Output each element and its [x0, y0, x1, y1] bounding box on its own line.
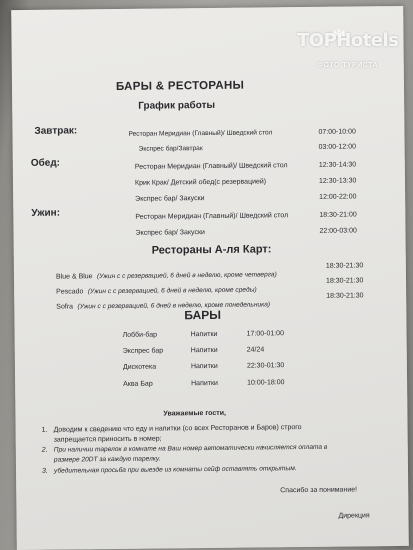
- page-title: БАРЫ & РЕСТОРАНЫ: [115, 79, 245, 93]
- schedule-sheet: [11, 6, 409, 550]
- alacarte-name: Pescado: [56, 288, 84, 296]
- dinner-venue: Ресторан Меридиан (Главный)/ Шведский стол: [135, 212, 289, 221]
- bar-time: 22:30-01:30: [246, 362, 285, 370]
- alacarte-time: 18:30-21:30: [326, 277, 364, 285]
- page-subtitle: График работы: [138, 99, 216, 112]
- alacarte-note: (Ужин с с резервацией, 6 дней в неделю, кроме понедельника): [77, 301, 271, 311]
- dinner-time: 22:00-03:00: [319, 227, 357, 235]
- lunch-time: 12:00-22:00: [319, 193, 357, 201]
- notice-item-text: запрещается приносить в номер;: [53, 435, 162, 444]
- lunch-venue: Ресторан Меридиан (Главный)/ Шведский стол: [134, 162, 288, 171]
- alacarte-name: Blue & Blue: [55, 273, 93, 281]
- bar-name: Лобби-бар: [122, 331, 158, 339]
- notice-greeting: Уважаемые гости,: [163, 409, 226, 418]
- alacarte-note: (Ужин с с резервацией, 6 дней в неделю, кроме четверга): [96, 271, 277, 281]
- tophotels-watermark: [297, 30, 407, 80]
- dinner-label: Ужин:: [31, 207, 61, 219]
- alacarte-heading: Рестораны А-ля Карт:: [151, 243, 272, 257]
- notice-item-text: убедительная просьба при выезде из комнаты сейф оставлять открытым.: [53, 465, 297, 475]
- alacarte-time: 18:30-21:30: [326, 292, 364, 300]
- bar-type: Напитки: [190, 346, 218, 355]
- notice-item-number: 1.: [41, 426, 48, 434]
- alacarte-note: (Ужин с с резервацией, 6 дней в неделю, кроме среды): [87, 286, 257, 296]
- breakfast-time: 07:00-10:00: [318, 128, 356, 136]
- bar-time: 24/24: [246, 346, 265, 354]
- lunch-venue: Экспрес бар/ Закуски: [135, 195, 205, 203]
- bar-type: Напитки: [190, 330, 218, 339]
- bars-heading: БАРЫ: [184, 307, 222, 323]
- watermark-logo: TOPHotels: [297, 30, 399, 51]
- lunch-label: Обед:: [30, 157, 61, 169]
- alacarte-time: 18:30-21:30: [325, 262, 364, 270]
- dinner-time: 18:30-21:00: [319, 211, 357, 219]
- breakfast-label: Завтрак:: [34, 125, 78, 137]
- notice-signature: Дирекция: [338, 512, 370, 520]
- lunch-venue: Крик Крак/ Детский обед(с резервацией): [134, 178, 267, 187]
- breakfast-venue: Ресторан Меридиан (Главный)/ Шведский стол: [128, 129, 273, 138]
- notice-thanks: Спасибо за понимание!: [280, 486, 358, 495]
- breakfast-time: 03:00-12:00: [318, 143, 357, 151]
- bar-name: Экспрес бар: [122, 347, 164, 355]
- bar-name: Аква Бар: [123, 380, 153, 388]
- breakfast-venue: Экспрес бар/Завтрак: [138, 145, 203, 153]
- bar-type: Напитки: [190, 362, 218, 371]
- notice-item-text: Доводим к сведению что еду и напитки (со всех Ресторанов и Баров) строго: [53, 424, 302, 434]
- lunch-time: 12:30-13:30: [318, 177, 357, 185]
- bar-time: 10:00-18:00: [247, 379, 285, 387]
- notice-item-text: размере 20DT за каждую тарелку.: [53, 455, 161, 464]
- lunch-time: 12:30-14:30: [318, 161, 357, 169]
- bar-type: Напитки: [191, 379, 218, 388]
- dinner-venue: Экспрес бар/ Закуски: [135, 229, 205, 237]
- bar-time: 17:00-01:00: [246, 330, 284, 338]
- alacarte-name: Sofra: [56, 303, 74, 311]
- alacarte-row: [56, 293, 270, 313]
- notice-item-text: При наличии тарелок в комнате на Ваш номер автоматически начисляется оплата в: [53, 443, 328, 454]
- notice-item-number: 2.: [41, 446, 48, 454]
- notice-item-number: 3.: [41, 467, 48, 475]
- watermark-caption: ФОТО ТУРИСТА: [317, 62, 379, 69]
- bar-name: Дискотека: [122, 363, 157, 371]
